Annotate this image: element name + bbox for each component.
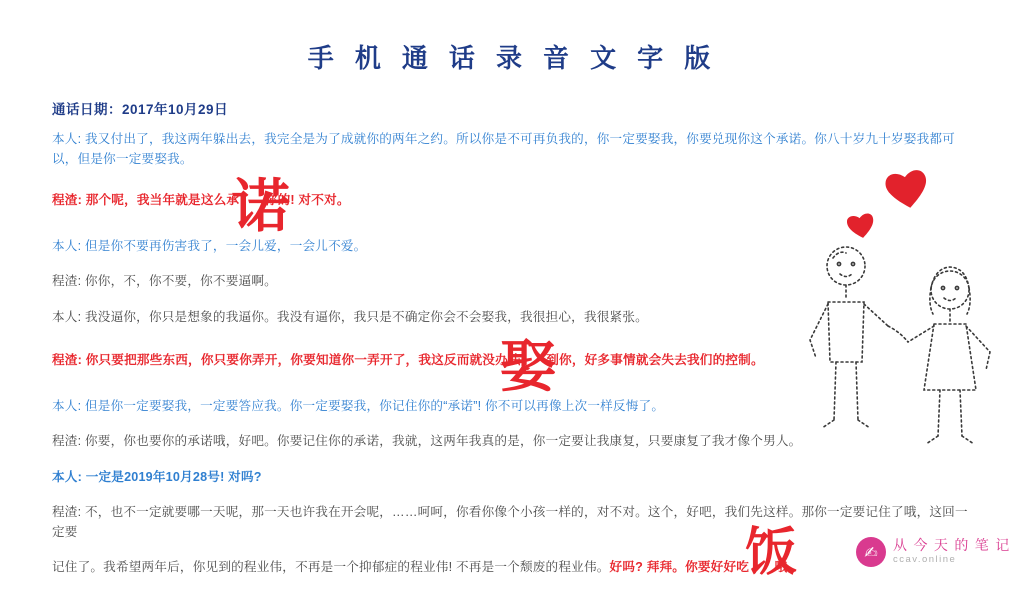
speaker-label: 程渣:: [52, 353, 82, 368]
speaker-text: 记住了。我希望两年后，你见到的程业伟，不再是一个抑郁症的程业伟! 不再是一个颓废的程业伟。: [52, 560, 610, 575]
watermark-logo-icon: ✍: [856, 537, 886, 567]
watermark: [856, 537, 1010, 567]
transcript-line: [52, 191, 972, 211]
call-date-label: 通话日期：: [52, 102, 122, 117]
speaker-text: 不，也不一定就要哪一天呢，那一天也许我在开会呢，……呵呵，你看你像个小孩一样的，对不对。这个，好吧，我们先这样。那你一定要记住了哦，这回一定要: [52, 505, 968, 539]
speaker-text: 你你，不，你不要，你不要逼啊。: [85, 274, 277, 289]
speaker-text: 我没逼你，你只是想象的我逼你。我没有逼你，我只是不确定你会不会娶我，我很担心，我很紧张。: [85, 309, 648, 324]
speaker-text: 那个呢，我当年就是这么承 你的! 对不对。: [85, 193, 350, 208]
couple-illustration: [800, 230, 1010, 480]
speaker-label: 本人:: [52, 309, 82, 324]
watermark-brand: 从 今 天 的 笔 记: [893, 538, 1011, 555]
heart-icon: [881, 164, 934, 213]
speaker-text: 一定是2019年10月28号! 对吗?: [85, 469, 262, 484]
call-date-value: 2017年10月29日: [122, 102, 229, 117]
speaker-label: 程渣:: [52, 505, 82, 520]
transcript-line: [52, 503, 972, 542]
speaker-text: 但是你不要再伤害我了，一会儿爱，一会儿不爱。: [85, 238, 367, 253]
annotation-char-qu: 娶: [500, 335, 556, 400]
speaker-text: 你只要把那些东西，你只要你弄开，你要知道你一弄开了，我这反而就没办法 到你，好多事情就会失去我们的控制。: [85, 353, 764, 368]
speaker-label: 本人:: [52, 132, 82, 146]
speaker-text: 你要，你也要你的承诺哦，好吧。你要记住你的承诺，我就，这两年我真的是，你一定要让我康复，只要康复了我才像个男人。: [85, 434, 802, 449]
speaker-label: 本人:: [52, 398, 82, 413]
annotation-char-fan: 饭: [745, 523, 798, 583]
speaker-label: 本人:: [52, 238, 82, 253]
speaker-text: 我又付出了，我这两年躲出去，我完全是为了成就你的两年之约。所以你是不可再负我的，你一定要娶我，你要兑现你这个承诺。你八十岁九十岁娶我都可以，但是你一定要娶我。: [52, 132, 955, 166]
transcript-line: [52, 558, 972, 578]
speaker-label: 程渣:: [52, 434, 82, 449]
annotation-char-nuo: 诺: [232, 172, 291, 240]
speaker-text: 但是你一定要娶我，一定要答应我。你一定要娶我，你记住你的“承诺”! 你不可以再像上次一样反悔了。: [85, 398, 665, 413]
speaker-label: 本人:: [52, 469, 82, 484]
speaker-label: 程渣:: [52, 274, 82, 289]
watermark-text: [893, 538, 1010, 565]
transcript-line: [52, 130, 972, 169]
speaker-text-emphasis: 好吗? 拜拜。你要好好吃 哦。: [609, 560, 801, 575]
page-title: 手 机 通 话 录 音 文 字 版: [307, 44, 717, 74]
call-date-meta: [52, 98, 228, 118]
speaker-label: 程渣:: [52, 193, 82, 208]
watermark-url: ccav.online: [893, 553, 957, 565]
